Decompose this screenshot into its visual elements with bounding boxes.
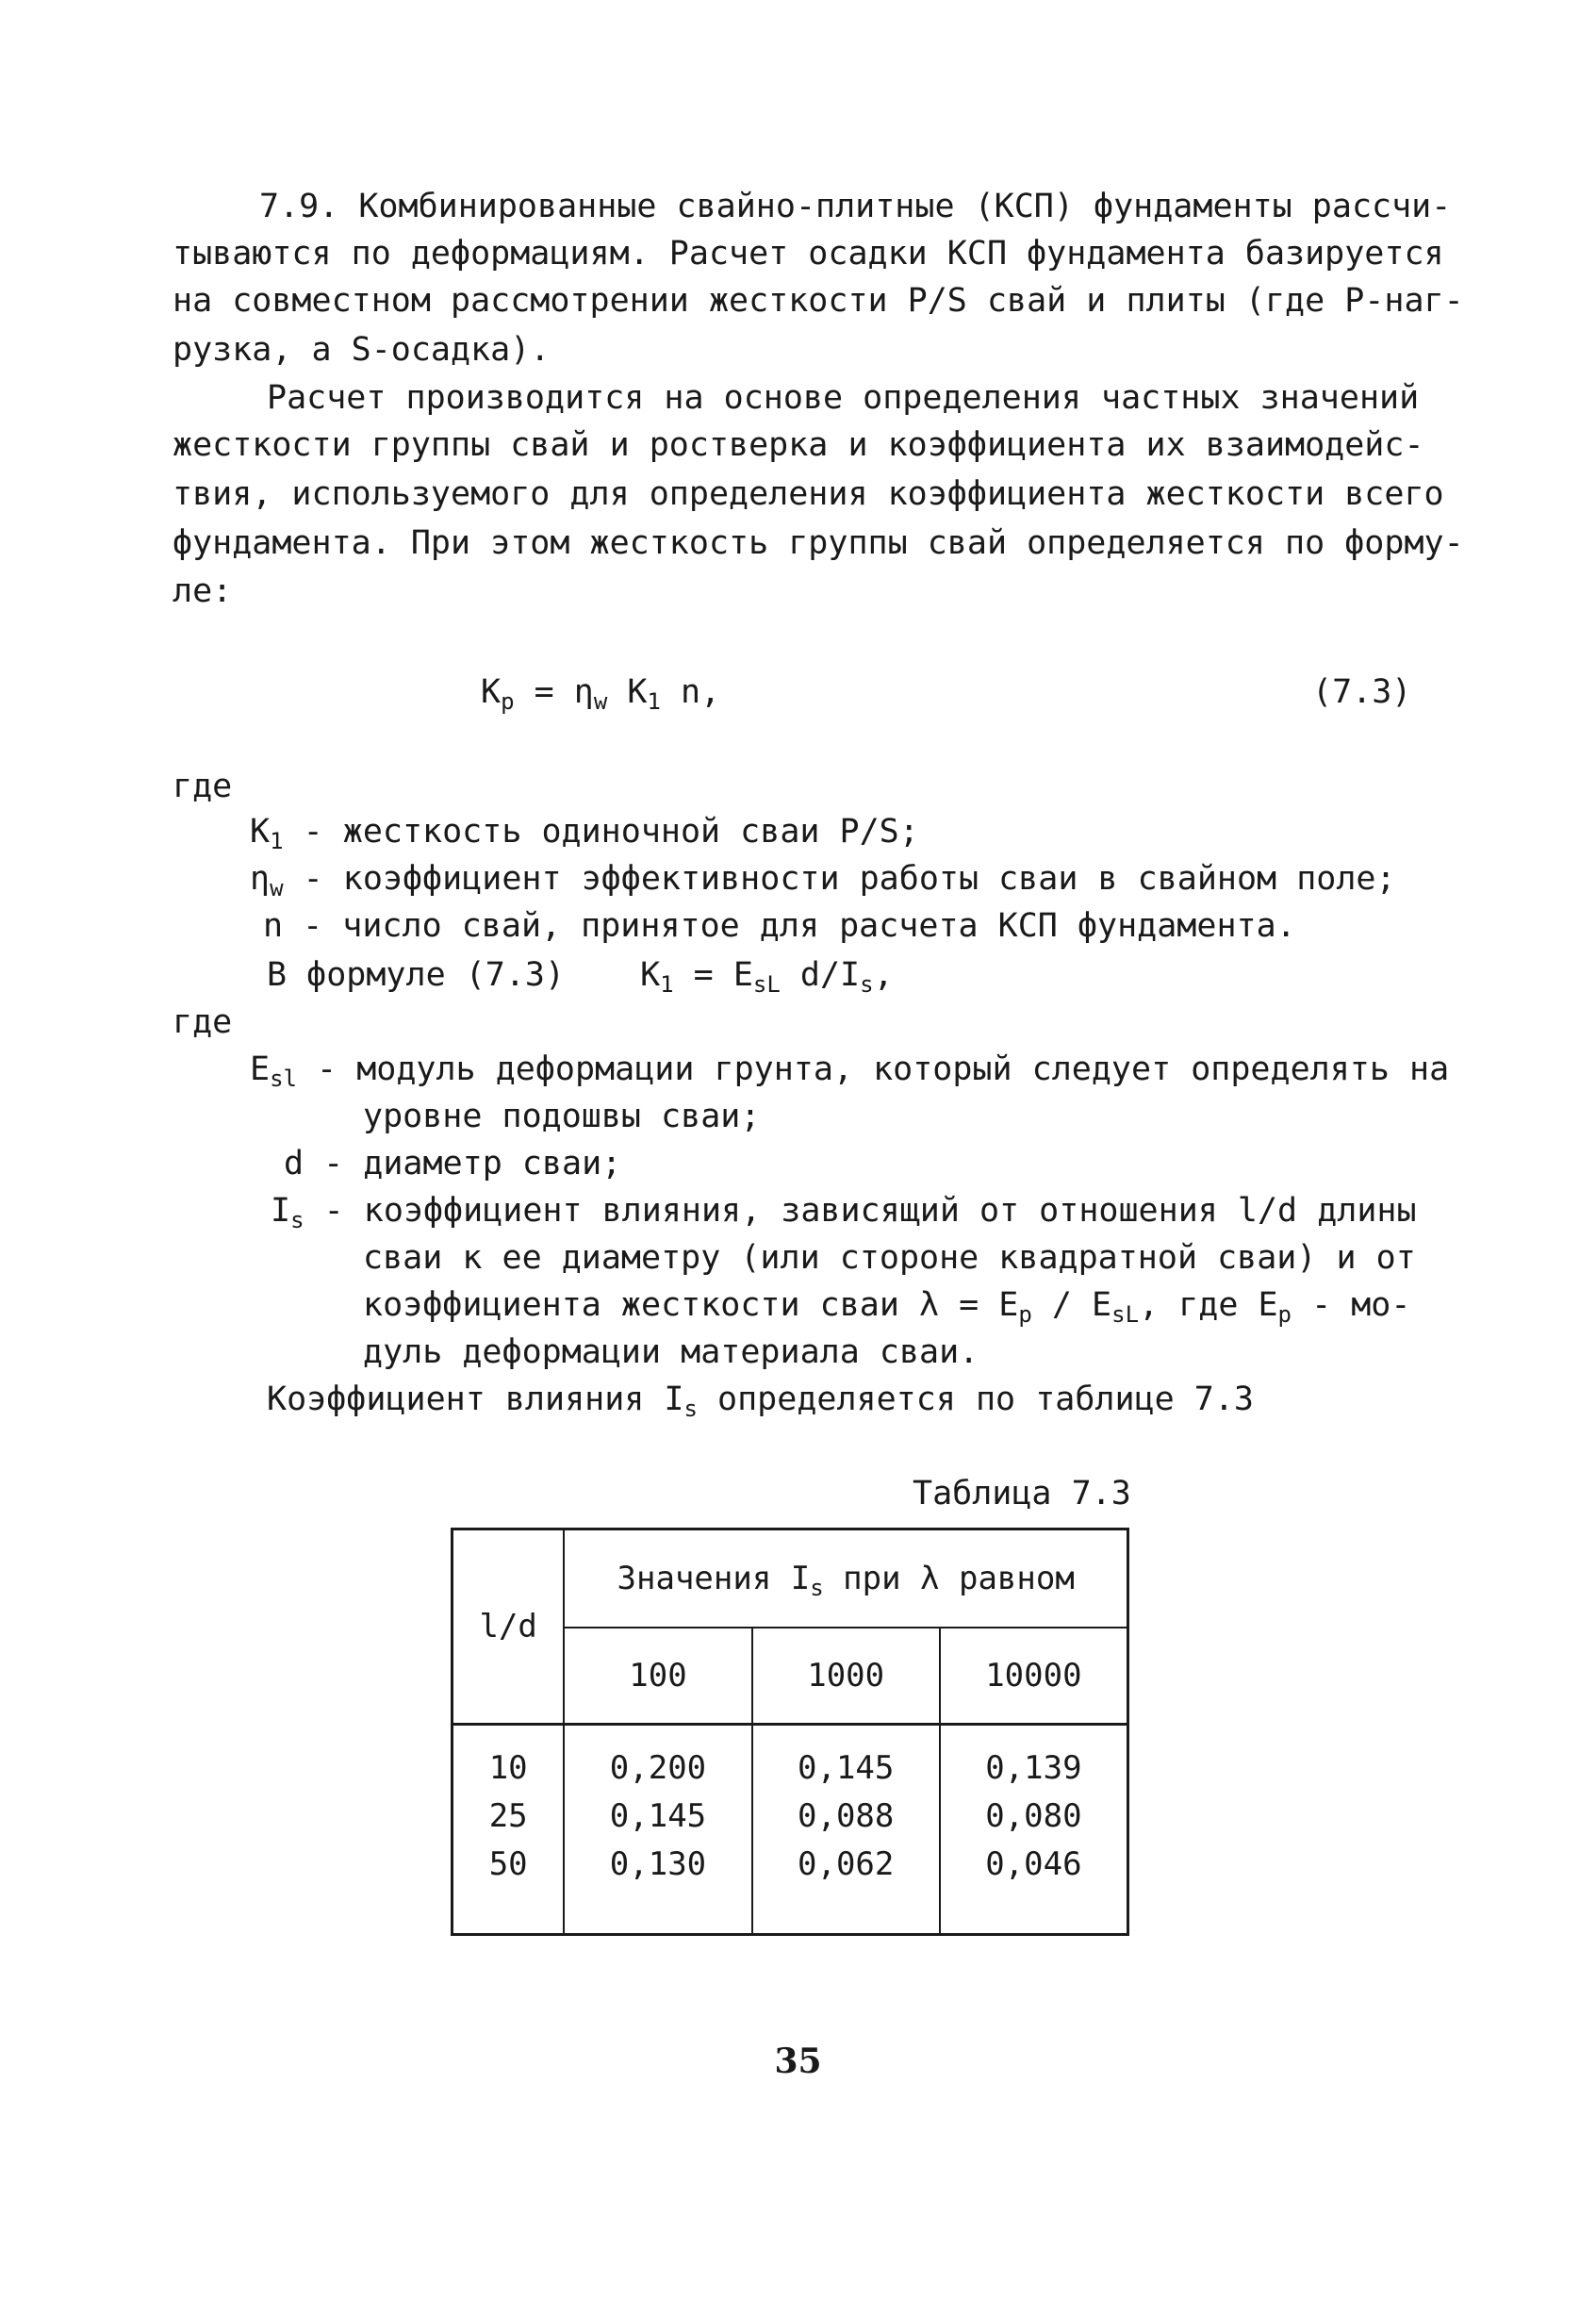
para1-line-3: на совместном рассмотрении жесткости P/S свай и плиты (где P-наг-: [173, 282, 1464, 320]
formula-k1: В формуле (7.3) $K_1 = E_{sL}$ $d/I_s$,: [267, 956, 894, 998]
def-eta-w: $\eta_w$ - коэффициент эффективности работы сваи в свайном поле;: [250, 860, 1396, 901]
where-label-1: где: [173, 768, 233, 805]
table-cell: 10: [488, 1749, 528, 1787]
table-cell: 0,145: [609, 1797, 707, 1835]
para1-line-4: рузка, а S-осадка).: [173, 331, 551, 369]
table-cell: 0,046: [985, 1845, 1082, 1883]
table-cell: 0,130: [609, 1845, 707, 1883]
table-cell: 0,145: [798, 1749, 895, 1787]
table-cell: 50: [488, 1845, 528, 1883]
where-label-2: где: [173, 1003, 233, 1041]
para2-line-1: Расчет производится на основе определения частных значений: [267, 379, 1420, 417]
def-n: n - число свай, принятое для расчета КСП фундамента.: [263, 907, 1296, 945]
table-7-3: [451, 1528, 1129, 1936]
lambda-100: 100: [564, 1628, 751, 1725]
table-cell: 0,139: [985, 1749, 1082, 1787]
para1-line-1: 7.9. Комбинированные свайно-плитные (КСП) фундаменты рассчи-: [259, 188, 1452, 225]
col-lambda-1000: [752, 1725, 940, 1935]
def-is-cont-1: сваи к ее диаметру (или стороне квадратной сваи) и от: [363, 1239, 1416, 1277]
ld-column: [452, 1725, 565, 1935]
def-d: d - диаметр сваи;: [284, 1145, 622, 1182]
def-k1: $K_1$ - жесткость одиночной сваи P/S;: [250, 813, 919, 854]
table-cell: 0,062: [798, 1845, 895, 1883]
lambda-10000: 10000: [940, 1628, 1128, 1725]
table-caption: Таблица 7.3: [913, 1475, 1131, 1513]
page-number: 35: [774, 2042, 822, 2081]
formula-7-3: $K_p = \eta_w$ $K_1$ n,: [481, 673, 721, 715]
table-cell: 25: [488, 1797, 528, 1835]
group-header: Значения $I_s$ при λ равном: [564, 1529, 1127, 1628]
def-is-cont-2: коэффициента жесткости сваи $\lambda = E_p / E_{sL}$, где $E_p - мо-$: [363, 1286, 1411, 1328]
para2-line-2: жесткости группы свай и ростверка и коэффициента их взаимодейс-: [173, 426, 1424, 464]
table-cell: 0,200: [609, 1749, 707, 1787]
table-intro: Коэффициент влияния $I_s$ определяется по таблице 7.3: [267, 1380, 1254, 1422]
para1-line-2: тываются по деформациям. Расчет осадки КСП фундамента базируется: [173, 235, 1444, 273]
table-cell: 0,088: [798, 1797, 895, 1835]
para2-line-4: фундамента. При этом жесткость группы свай определяется по форму-: [173, 524, 1464, 562]
lambda-1000: 1000: [752, 1628, 940, 1725]
table-cell: 0,080: [985, 1797, 1082, 1835]
formula-number: (7.3): [1312, 673, 1412, 711]
col-lambda-10000: [940, 1725, 1128, 1935]
col-lambda-100: [564, 1725, 751, 1935]
def-is: $I_s$ - коэффициент влияния, зависящий от отношения l/d длины: [271, 1192, 1417, 1233]
def-esl-cont: уровне подошвы сваи;: [363, 1098, 761, 1135]
def-is-cont-3: дуль деформации материала сваи.: [363, 1333, 979, 1371]
para2-line-3: твия, используемого для определения коэффициента жесткости всего: [173, 475, 1444, 513]
def-esl: $E_{sl}$ - модуль деформации грунта, который следует определять на: [250, 1050, 1450, 1092]
para2-line-5: ле:: [173, 572, 233, 610]
col-header-ld: l/d: [479, 1608, 537, 1645]
